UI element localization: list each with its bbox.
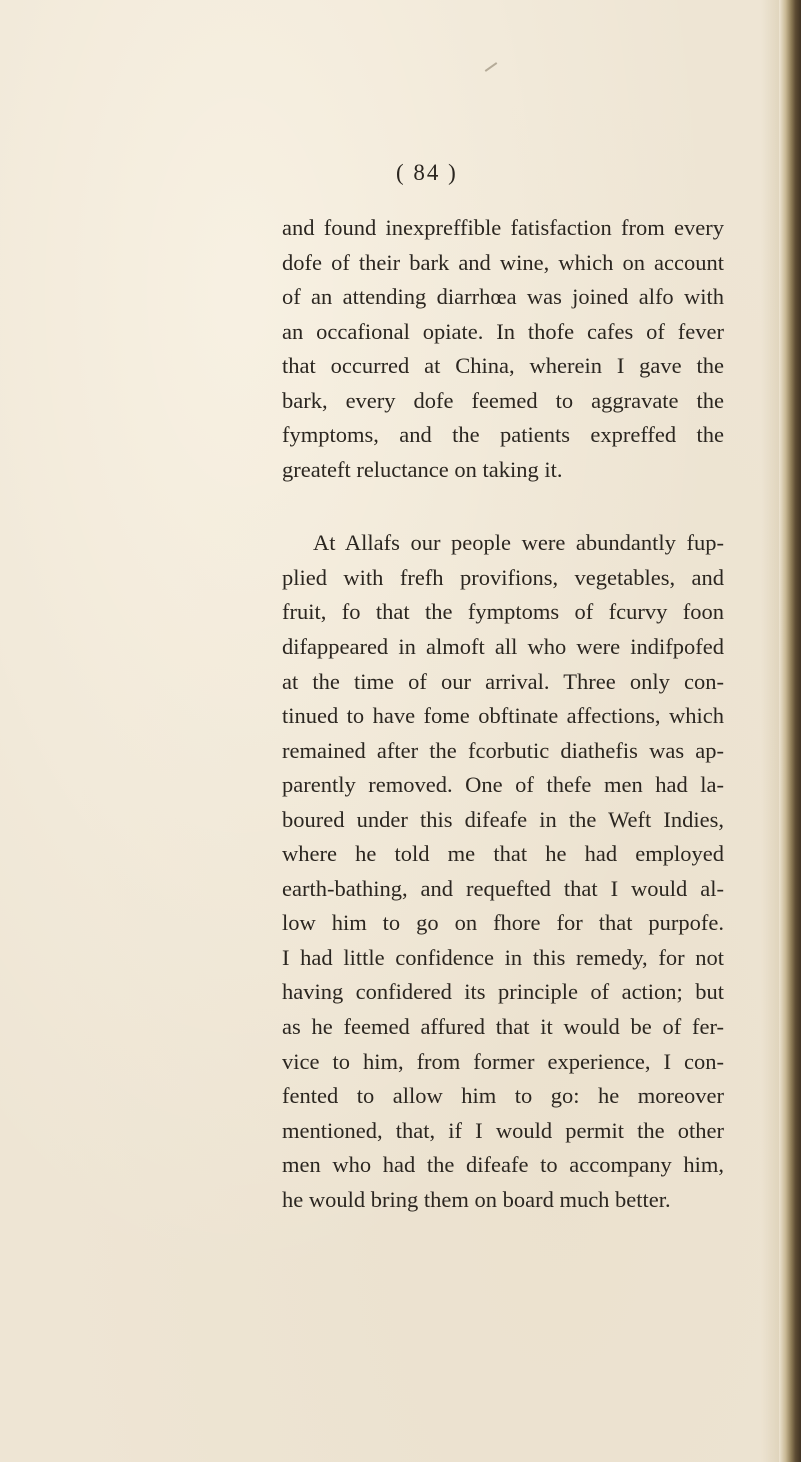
text-line: low him to go on fhore for that purpofe.	[282, 910, 724, 936]
text-line: at the time of our arrival. Three only con-	[282, 668, 724, 694]
text-line: men who had the difeafe to accompany him,	[282, 1152, 724, 1178]
text-line: At Allafs our people were abundantly fup-	[313, 530, 724, 556]
text-line: difappeared in almoft all who were indifpofed	[282, 634, 724, 660]
text-line: boured under this difeafe in the Weft Indies,	[282, 806, 724, 832]
page-number: ( 84 )	[396, 160, 458, 185]
text-line: fymptoms, and the patients expreffed the	[282, 422, 724, 448]
text-line: plied with frefh provifions, vegetables, and	[282, 564, 724, 590]
paragraph-2	[282, 526, 724, 1217]
text-line: fented to allow him to go: he moreover	[282, 1083, 724, 1109]
text-line: tinued to have fome obftinate affections, which	[282, 703, 724, 729]
text-line: and found inexpreffible fatisfaction from every	[282, 215, 724, 240]
text-line: of an attending diarrhœa was joined alfo with	[282, 284, 724, 310]
pencil-mark	[485, 62, 498, 72]
text-line: I had little confidence in this remedy, for not	[282, 944, 724, 970]
text-line: dofe of their bark and wine, which on account	[282, 249, 724, 275]
text-line: fruit, fo that the fymptoms of fcurvy foon	[282, 599, 724, 625]
text-line: where he told me that he had employed	[282, 841, 724, 867]
body-text	[282, 211, 724, 1217]
text-line: that occurred at China, wherein I gave the	[282, 353, 724, 379]
text-line: vice to him, from former experience, I con-	[282, 1048, 724, 1074]
text-line: an occafional opiate. In thofe cafes of fever	[282, 318, 724, 344]
text-line: remained after the fcorbutic diathefis was ap-	[282, 737, 724, 763]
paragraph-gap	[282, 487, 724, 526]
text-line: bark, every dofe feemed to aggravate the	[282, 387, 724, 413]
text-line: earth-bathing, and requefted that I would al-	[282, 875, 724, 901]
text-line: he would bring them on board much better.	[282, 1186, 671, 1212]
text-line: mentioned, that, if I would permit the other	[282, 1117, 724, 1143]
page-gutter-shadow	[761, 0, 779, 1462]
paragraph-1	[282, 211, 724, 487]
text-line: greateft reluctance on taking it.	[282, 456, 563, 482]
text-line: as he feemed affured that it would be of fer-	[282, 1014, 724, 1040]
text-line: having confidered its principle of action; but	[282, 979, 724, 1005]
text-line: parently removed. One of thefe men had la-	[282, 772, 724, 798]
page-edge-binding	[779, 0, 801, 1462]
